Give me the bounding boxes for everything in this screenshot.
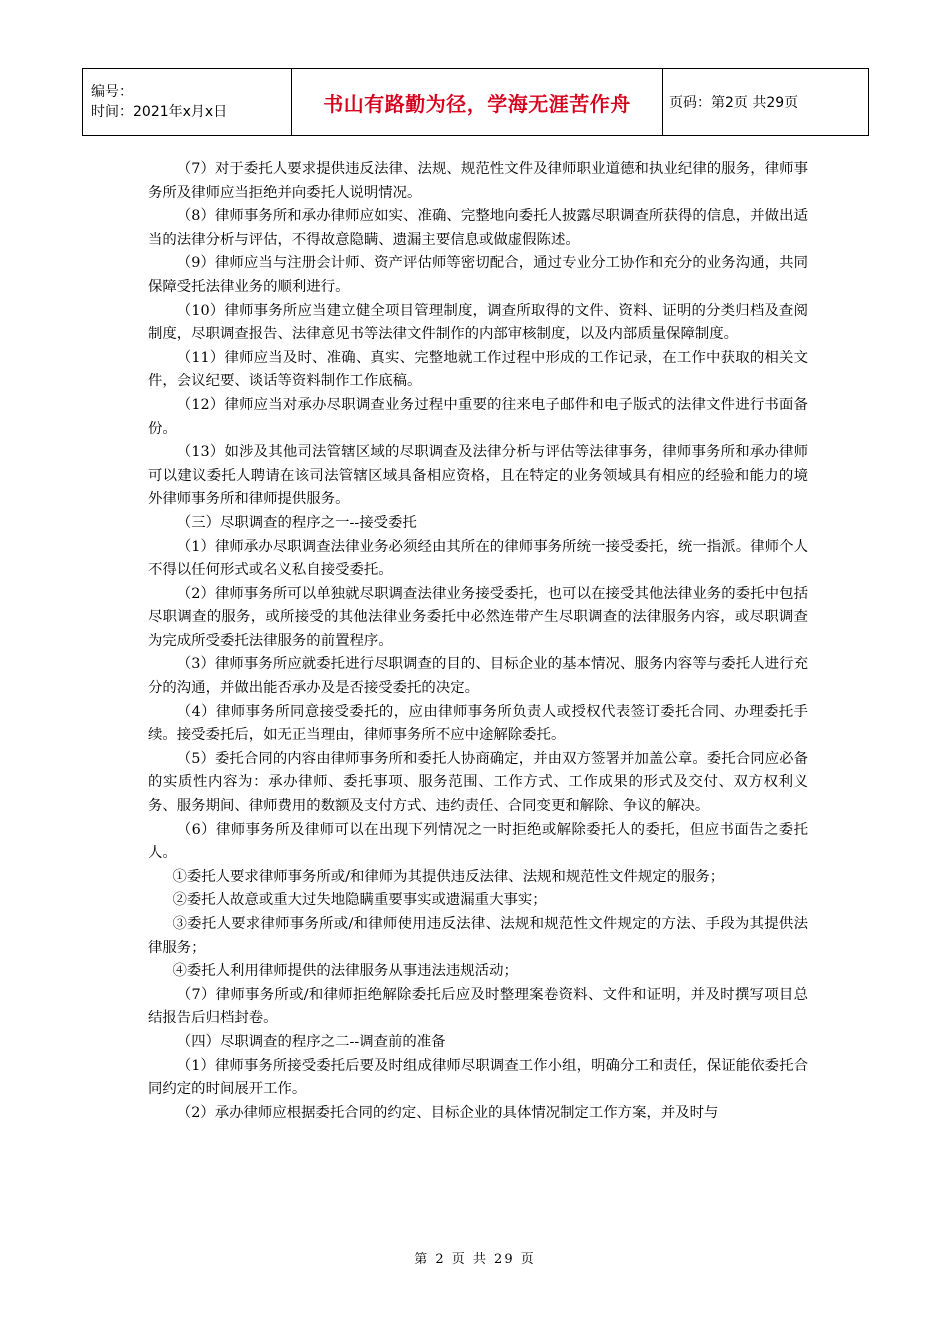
paragraph: （6）律师事务所及律师可以在出现下列情况之一时拒绝或解除委托人的委托，但应书面告之委托人。 [148,821,808,862]
paragraph: （3）律师事务所应就委托进行尽职调查的目的、目标企业的基本情况、服务内容等与委托人进行充分的沟通，并做出能否承办及是否接受委托的决定。 [148,656,808,697]
paragraph: （8）律师事务所和承办律师应如实、准确、完整地向委托人披露尽职调查所获得的信息，并做出适当的法律分析与评估，不得故意隐瞒、遗漏主要信息或做虚假陈述。 [148,208,808,248]
header-meta [83,69,292,136]
document-number-label: 编号： [91,84,133,100]
paragraph: （7）对于委托人要求提供违反法律、法规、规范性文件及律师职业道德和执业纪律的服务，律师事务所及律师应当拒绝并向委托人说明情况。 [148,161,808,201]
list-item: ④委托人利用律师提供的法律服务从事违法违规活动； [172,963,518,980]
page-footer: 第 2 页 共 29 页 [414,1252,536,1267]
section-heading: （三）尽职调查的程序之一--接受委托 [176,514,417,531]
list-item: ②委托人故意或重大过失地隐瞒重要事实或遗漏重大事实； [172,892,547,909]
document-header [82,68,869,136]
list-item: ①委托人要求律师事务所或/和律师为其提供违反法律、法规和规范性文件规定的服务； [172,868,725,885]
paragraph: （7）律师事务所或/和律师拒绝解除委托后应及时整理案卷资料、文件和证明，并及时撰写项目总结报告后归档封卷。 [148,986,808,1027]
paragraph: （4）律师事务所同意接受委托的，应由律师事务所负责人或授权代表签订委托合同、办理委托手续。接受委托后，如无正当理由，律师事务所不应中途解除委托。 [148,703,808,744]
paragraph: （9）律师应当与注册会计师、资产评估师等密切配合，通过专业分工协作和充分的业务沟通，共同保障受托法律业务的顺利进行。 [148,255,808,295]
paragraph: （10）律师事务所应当建立健全项目管理制度，调查所取得的文件、资料、证明的分类归档及查阅制度，尽职调查报告、法律意见书等法律文件制作的内部审核制度，以及内部质量保障制度。 [148,302,808,343]
paragraph: （1）律师事务所接受委托后要及时组成律师尽职调查工作小组，明确分工和责任，保证能依委托合同约定的时间展开工作。 [148,1057,808,1098]
section-heading: （四）尽职调查的程序之二--调查前的准备 [176,1033,446,1050]
document-date: 时间：2021年x月x日 [91,104,228,120]
header-page-number: 页码：第2页 共29页 [663,69,869,136]
paragraph: （5）委托合同的内容由律师事务所和委托人协商确定，并由双方签署并加盖公章。委托合同应必备的实质性内容为：承办律师、委托事项、服务范围、工作方式、工作成果的形式及交付、双方权利义务、服务期间、律师费用的数额及支付方式、违约责任、合同变更和解除、争议的解决。 [148,750,808,815]
list-item: ③委托人要求律师事务所或/和律师使用违反法律、法规和规范性文件规定的方法、手段为其提供法律服务； [148,916,808,956]
document-body [148,158,808,1125]
paragraph: （12）律师应当对承办尽职调查业务过程中重要的往来电子邮件和电子版式的法律文件进行书面备份。 [148,396,808,437]
paragraph: （1）律师承办尽职调查法律业务必须经由其所在的律师事务所统一接受委托，统一指派。律师个人不得以任何形式或名义私自接受委托。 [148,538,808,579]
header-motto: 书山有路勤为径，学海无涯苦作舟 [292,69,663,136]
paragraph: （13）如涉及其他司法管辖区域的尽职调查及法律分析与评估等法律事务，律师事务所和承办律师可以建议委托人聘请在该司法管辖区域具备相应资格，且在特定的业务领域具有相应的经验和能力的境外律师事务所和律师提供服务。 [148,444,808,508]
paragraph: （11）律师应当及时、准确、真实、完整地就工作过程中形成的工作记录，在工作中获取的相关文件，会议纪要、谈话等资料制作工作底稿。 [148,349,808,390]
paragraph: （2）承办律师应根据委托合同的约定、目标企业的具体情况制定工作方案，并及时与 [176,1104,719,1121]
paragraph: （2）律师事务所可以单独就尽职调查法律业务接受委托，也可以在接受其他法律业务的委托中包括尽职调查的服务，或所接受的其他法律业务委托中必然连带产生尽职调查的法律服务内容，或尽职调查为完成所受委托法律服务的前置程序。 [148,585,808,649]
